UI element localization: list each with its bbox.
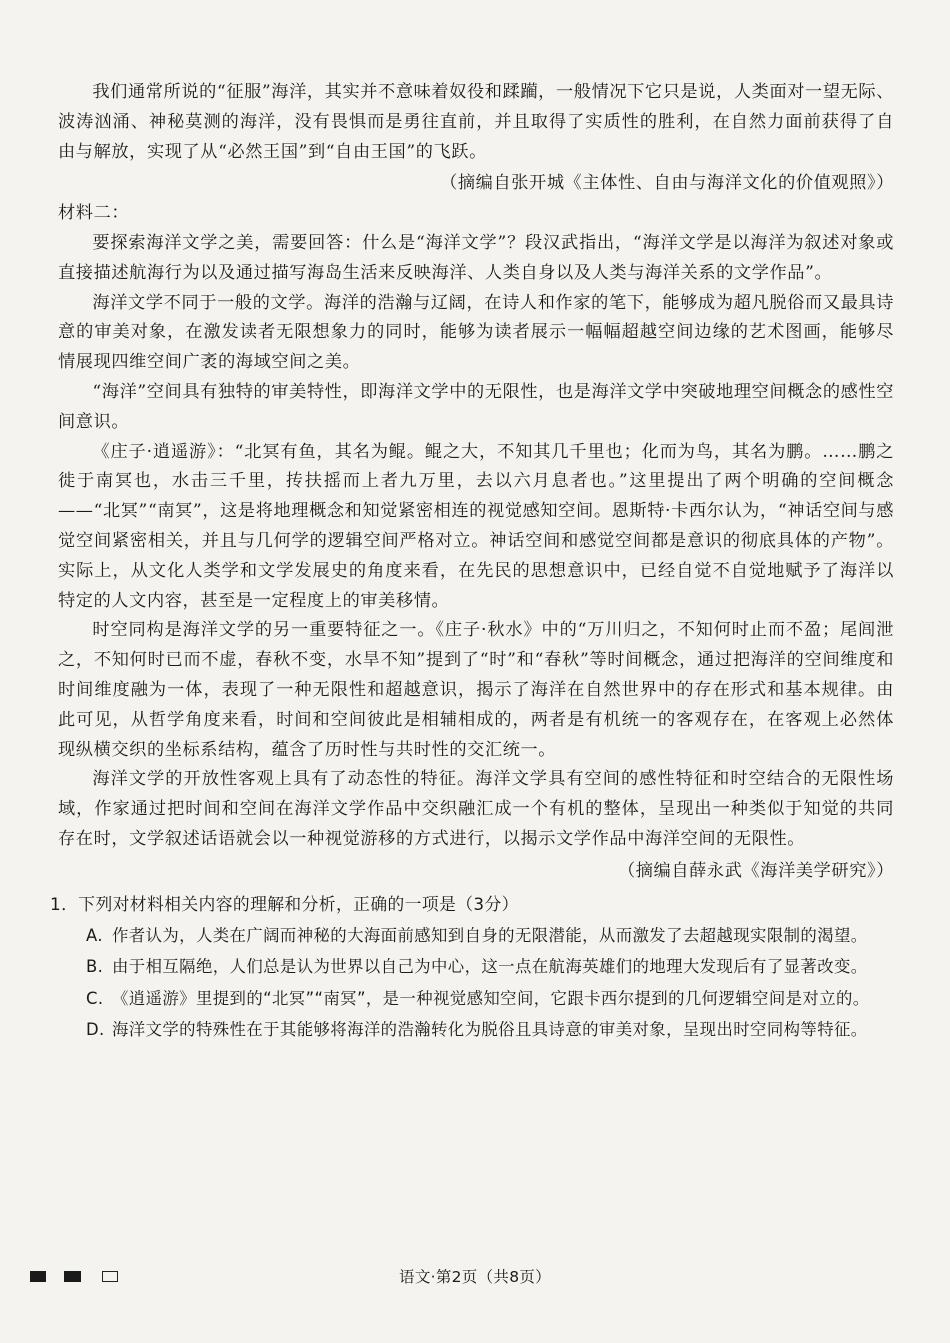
material-2-paragraph: 海洋文学的开放性客观上具有了动态性的特征。海洋文学具有空间的感性特征和时空结合的无限性场域，作家通过把时间和空间在海洋文学作品中交织融汇成一个有机的整体，呈现出一种类似于知觉的共同存在时，文学叙述话语就会以一种视觉游移的方式进行，以揭示文学作品中海洋空间的无限性。 [58, 769, 894, 849]
material-2-paragraph: 要探索海洋文学之美，需要回答：什么是“海洋文学”？段汉武指出，“海洋文学是以海洋为叙述对象或直接描述航海行为以及通过描写海岛生活来反映海洋、人类自身以及人类与海洋关系的文学作品”。 [58, 232, 894, 283]
material-2-paragraph: 时空同构是海洋文学的另一重要特征之一。《庄子·秋水》中的“万川归之，不知何时止而不盈；尾闾泄之，不知何时已而不虚，春秋不变，水旱不知”提到了“时”和“春秋”等时间概念，通过把海洋的空间维度和时间维度融为一体，表现了一种无限性和超越意识，揭示了海洋在自然世界中的存在形式和基本规律。由此可见，从哲学角度来看，时间和空间彼此是相辅相成的，两者是有机统一的客观存在，在客观上必然体现纵横交织的坐标系结构，蕴含了历时性与共时性的交汇统一。 [58, 620, 894, 760]
option-text: 《逍遥游》里提到的“北冥”“南冥”，是一种视觉感知空间，它跟卡西尔提到的几何逻辑空间是对立的。 [112, 988, 870, 1008]
intro-paragraph: 我们通常所说的“征服”海洋，其实并不意味着奴役和蹂躏，一般情况下它只是说，人类面对一望无际、波涛汹涌、神秘莫测的海洋，没有畏惧而是勇往直前，并且取得了实质性的胜利，在自然力面前获得了自由与解放，实现了从“必然王国”到“自由王国”的飞跃。 [58, 82, 894, 162]
option-text: 海洋文学的特殊性在于其能够将海洋的浩瀚转化为脱俗且具诗意的审美对象，呈现出时空同构等特征。 [112, 1020, 868, 1040]
question-1 [50, 889, 894, 1045]
material-2-heading: 材料二： [58, 203, 130, 224]
option-b[interactable] [86, 952, 894, 982]
option-c[interactable] [86, 984, 894, 1014]
option-letter: C. [86, 988, 104, 1008]
source-citation-2: （摘编自薛永武《海洋美学研究》） [617, 860, 894, 881]
material-2-paragraph: 海洋文学不同于一般的文学。海洋的浩瀚与辽阔，在诗人和作家的笔下，能够成为超凡脱俗而又最具诗意的审美对象，在激发读者无限想象力的同时，能够为读者展示一幅幅超越空间边缘的艺术图画，能够尽情展现四维空间广袤的海域空间之美。 [58, 292, 894, 373]
option-letter: A. [86, 925, 103, 945]
option-text: 作者认为，人类在广阔而神秘的大海面前感知到自身的无限潜能，从而激发了去超越现实限制的渴望。 [112, 925, 868, 945]
material-2-paragraph: “海洋”空间具有独特的审美特性，即海洋文学中的无限性，也是海洋文学中突破地理空间概念的感性空间意识。 [58, 381, 894, 432]
page-number: 语文·第2页（共8页） [399, 1268, 551, 1286]
option-a[interactable] [86, 921, 894, 951]
option-letter: D. [86, 1020, 105, 1040]
exam-page-content [50, 78, 894, 1045]
option-d[interactable] [86, 1015, 894, 1045]
source-citation-1: （摘编自张开城《主体性、自由与海洋文化的价值观照》） [440, 173, 894, 194]
question-stem: 1．下列对材料相关内容的理解和分析，正确的一项是（3分） [50, 893, 519, 914]
material-2-paragraph: 《庄子·逍遥游》：“北冥有鱼，其名为鲲。鲲之大，不知其几千里也；化而为鸟，其名为鹏。……鹏之徙于南冥也，水击三千里，抟扶摇而上者九万里，去以六月息者也。”这里提出了两个明确的空间概念——“北冥”“南冥”，这是将地理概念和知觉紧密相连的视觉感知空间。恩斯特·卡西尔认为，“神话空间与感觉空间紧密相关，并且与几何学的逻辑空间严格对立。神话空间和感觉空间都是意识的彻底具体的产物”。实际上，从文化人类学和文学发展史的角度来看，在先民的思想意识中，已经自觉不自觉地赋予了海洋以特定的人文内容，甚至是一定程度上的审美移情。 [58, 441, 894, 611]
page-footer [0, 1262, 950, 1292]
option-text: 由于相互隔绝，人们总是认为世界以自己为中心，这一点在航海英雄们的地理大发现后有了显著改变。 [112, 957, 868, 977]
option-letter: B. [86, 957, 104, 977]
